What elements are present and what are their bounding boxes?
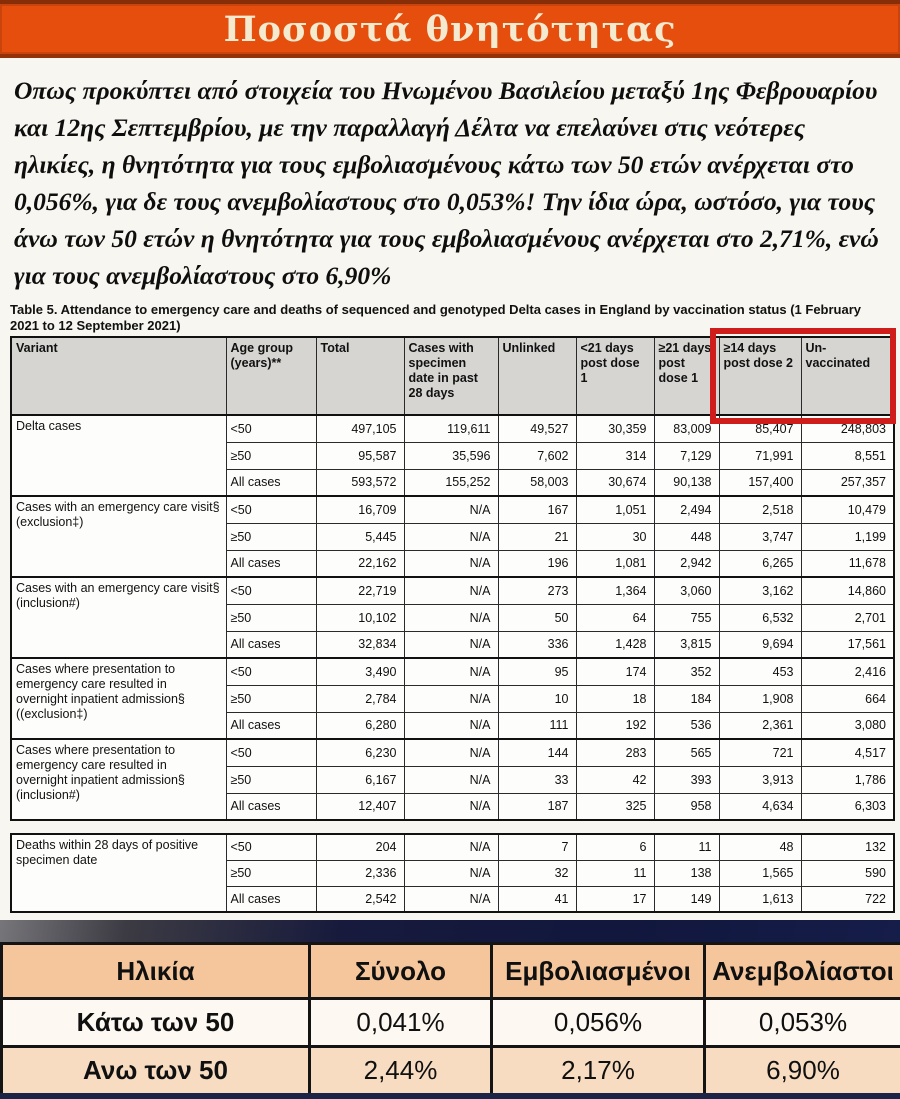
group-ec-visit-exclusion [11, 496, 894, 577]
value-cell: 1,908 [719, 685, 801, 712]
value-cell: 85,407 [719, 415, 801, 442]
intro-paragraph: Οπως προκύπτει από στοιχεία του Ηνωμένου Βασιλείου μεταξύ 1ης Φεβρουαρίου και 12ης Σεπτεμβρίου, με την παραλλαγή Δέλτα να επελαύνει στις νεότερες ηλικίες, η θνητότητα για τους εμβολιασμένους κάτω των 50 ετών ανέρχεται στο 0,056%, για δε τους ανεμβολίαστους στο 0,053%! Την ίδια ώρα, ωστόσο, για τους άνω των 50 ετών η θνητότητα για τους εμβολιασμένους ανέρχεται στο 2,71%, ενώ για τους ανεμβολίαστους στο 6,90% [0, 58, 900, 300]
value-cell: N/A [404, 766, 498, 793]
value-cell: 3,080 [801, 712, 894, 739]
col-unlinked: Unlinked [498, 337, 576, 415]
value-cell: 448 [654, 523, 719, 550]
col-age: Ηλικία [2, 944, 310, 999]
value-cell: N/A [404, 886, 498, 912]
banner-title: Ποσοστά θνητότητας [224, 9, 677, 50]
value-cell: 7,602 [498, 442, 576, 469]
value-cell: 2,494 [654, 496, 719, 523]
value-cell: N/A [404, 658, 498, 685]
value-cell: 167 [498, 496, 576, 523]
age-cell: All cases [226, 886, 316, 912]
value-cell: 6,532 [719, 604, 801, 631]
summary-table [0, 942, 900, 1099]
group-admission-inclusion [11, 739, 894, 820]
value-cell: 6,167 [316, 766, 404, 793]
value-cell: 30,359 [576, 415, 654, 442]
value-cell: 2,416 [801, 658, 894, 685]
value-cell: 192 [576, 712, 654, 739]
value-cell: 48 [719, 834, 801, 860]
value-cell: 393 [654, 766, 719, 793]
value-cell: 590 [801, 860, 894, 886]
value-cell: 3,747 [719, 523, 801, 550]
col-variant: Variant [11, 337, 226, 415]
value-cell: 95,587 [316, 442, 404, 469]
value-cell: N/A [404, 739, 498, 766]
age-cell: All cases [226, 469, 316, 496]
value-cell: N/A [404, 577, 498, 604]
value-cell: 2,44% [310, 1047, 492, 1097]
age-cell: ≥50 [226, 604, 316, 631]
value-cell: 1,364 [576, 577, 654, 604]
value-cell: 722 [801, 886, 894, 912]
value-cell: 1,081 [576, 550, 654, 577]
value-cell: 664 [801, 685, 894, 712]
value-cell: 453 [719, 658, 801, 685]
value-cell: 155,252 [404, 469, 498, 496]
value-cell: 4,634 [719, 793, 801, 820]
value-cell: 17 [576, 886, 654, 912]
value-cell: 11,678 [801, 550, 894, 577]
value-cell: 257,357 [801, 469, 894, 496]
table-row [11, 739, 894, 766]
table5-title: Table 5. Attendance to emergency care and deaths of sequenced and genotyped Delta cases in England by vaccination status (1 February 2021 to 12 September 2021) [10, 302, 888, 333]
value-cell: 497,105 [316, 415, 404, 442]
age-cell: ≥50 [226, 442, 316, 469]
col-vaccinated-rate: Εμβολιασμένοι [492, 944, 705, 999]
value-cell: 71,991 [719, 442, 801, 469]
row-label: Κάτω των 50 [2, 999, 310, 1047]
age-cell: <50 [226, 415, 316, 442]
value-cell: 174 [576, 658, 654, 685]
value-cell: 50 [498, 604, 576, 631]
value-cell: 138 [654, 860, 719, 886]
age-cell: <50 [226, 739, 316, 766]
table-row [11, 834, 894, 860]
value-cell: 958 [654, 793, 719, 820]
value-cell: 1,786 [801, 766, 894, 793]
value-cell: 11 [654, 834, 719, 860]
value-cell: 49,527 [498, 415, 576, 442]
value-cell: 2,784 [316, 685, 404, 712]
value-cell: 2,336 [316, 860, 404, 886]
age-cell: <50 [226, 658, 316, 685]
value-cell: 17,561 [801, 631, 894, 658]
value-cell: 149 [654, 886, 719, 912]
value-cell: 248,803 [801, 415, 894, 442]
value-cell: 3,815 [654, 631, 719, 658]
value-cell: 273 [498, 577, 576, 604]
variant-cell: Cases with an emergency care visit§ (exclusion‡) [11, 496, 226, 577]
age-cell: <50 [226, 834, 316, 860]
value-cell: 18 [576, 685, 654, 712]
summary-header-row [2, 944, 900, 999]
value-cell: 6,265 [719, 550, 801, 577]
table-row [11, 577, 894, 604]
table-row [11, 415, 894, 442]
value-cell: 33 [498, 766, 576, 793]
value-cell: 16,709 [316, 496, 404, 523]
row-label: Ανω των 50 [2, 1047, 310, 1097]
value-cell: 336 [498, 631, 576, 658]
value-cell: 32,834 [316, 631, 404, 658]
value-cell: 144 [498, 739, 576, 766]
value-cell: 283 [576, 739, 654, 766]
value-cell: 4,517 [801, 739, 894, 766]
value-cell: 536 [654, 712, 719, 739]
value-cell: N/A [404, 793, 498, 820]
value-cell: 6,90% [705, 1047, 900, 1097]
value-cell: 8,551 [801, 442, 894, 469]
value-cell: N/A [404, 685, 498, 712]
value-cell: 9,694 [719, 631, 801, 658]
value-cell: 2,361 [719, 712, 801, 739]
summary-row-over50 [2, 1047, 900, 1097]
value-cell: 1,428 [576, 631, 654, 658]
value-cell: 32 [498, 860, 576, 886]
value-cell: 2,518 [719, 496, 801, 523]
variant-cell: Cases where presentation to emergency care resulted in overnight inpatient admission§ ((exclusion‡) [11, 658, 226, 739]
value-cell: 58,003 [498, 469, 576, 496]
group-admission-exclusion [11, 658, 894, 739]
value-cell: N/A [404, 604, 498, 631]
value-cell: 10,479 [801, 496, 894, 523]
value-cell: N/A [404, 496, 498, 523]
value-cell: 3,162 [719, 577, 801, 604]
value-cell: 14,860 [801, 577, 894, 604]
banner [0, 0, 900, 58]
value-cell: N/A [404, 860, 498, 886]
value-cell: 132 [801, 834, 894, 860]
value-cell: N/A [404, 712, 498, 739]
value-cell: N/A [404, 834, 498, 860]
value-cell: 184 [654, 685, 719, 712]
col-ge21-dose1: ≥21 days post dose 1 [654, 337, 719, 415]
value-cell: 10 [498, 685, 576, 712]
value-cell: 755 [654, 604, 719, 631]
value-cell: 83,009 [654, 415, 719, 442]
value-cell: 6,303 [801, 793, 894, 820]
group-deaths-28d [11, 834, 894, 912]
group-ec-visit-inclusion [11, 577, 894, 658]
value-cell: 187 [498, 793, 576, 820]
col-ge14-dose2: ≥14 days post dose 2 [719, 337, 801, 415]
variant-cell: Cases with an emergency care visit§ (inclusion#) [11, 577, 226, 658]
age-cell: <50 [226, 496, 316, 523]
value-cell: N/A [404, 631, 498, 658]
value-cell: 35,596 [404, 442, 498, 469]
value-cell: 11 [576, 860, 654, 886]
value-cell: 2,542 [316, 886, 404, 912]
age-cell: ≥50 [226, 523, 316, 550]
value-cell: 1,199 [801, 523, 894, 550]
col-total: Total [316, 337, 404, 415]
variant-cell: Cases where presentation to emergency care resulted in overnight inpatient admission§ (inclusion#) [11, 739, 226, 820]
value-cell: 6 [576, 834, 654, 860]
value-cell: 2,701 [801, 604, 894, 631]
value-cell: 157,400 [719, 469, 801, 496]
age-cell: <50 [226, 577, 316, 604]
col-unvaccinated-rate: Ανεμβολίαστοι [705, 944, 900, 999]
value-cell: 119,611 [404, 415, 498, 442]
value-cell: 3,490 [316, 658, 404, 685]
age-cell: ≥50 [226, 685, 316, 712]
table5 [10, 336, 895, 821]
age-cell: All cases [226, 550, 316, 577]
value-cell: 41 [498, 886, 576, 912]
value-cell: 30,674 [576, 469, 654, 496]
value-cell: 95 [498, 658, 576, 685]
col-unvaccinated: Un-vaccinated [801, 337, 894, 415]
col-lt21-dose1: <21 days post dose 1 [576, 337, 654, 415]
value-cell: 2,942 [654, 550, 719, 577]
age-cell: ≥50 [226, 766, 316, 793]
value-cell: 1,613 [719, 886, 801, 912]
value-cell: 21 [498, 523, 576, 550]
value-cell: 565 [654, 739, 719, 766]
value-cell: 5,445 [316, 523, 404, 550]
value-cell: N/A [404, 523, 498, 550]
value-cell: 22,719 [316, 577, 404, 604]
value-cell: 1,565 [719, 860, 801, 886]
table-row [11, 658, 894, 685]
value-cell: 42 [576, 766, 654, 793]
value-cell: 3,913 [719, 766, 801, 793]
value-cell: N/A [404, 550, 498, 577]
value-cell: 352 [654, 658, 719, 685]
col-total-rate: Σύνολο [310, 944, 492, 999]
value-cell: 3,060 [654, 577, 719, 604]
value-cell: 593,572 [316, 469, 404, 496]
value-cell: 12,407 [316, 793, 404, 820]
group-delta-cases [11, 415, 894, 496]
col-age-group: Age group (years)** [226, 337, 316, 415]
value-cell: 30 [576, 523, 654, 550]
value-cell: 6,280 [316, 712, 404, 739]
value-cell: 0,053% [705, 999, 900, 1047]
value-cell: 7,129 [654, 442, 719, 469]
summary-row-under50 [2, 999, 900, 1047]
navy-divider-band [0, 920, 900, 942]
age-cell: All cases [226, 712, 316, 739]
value-cell: 721 [719, 739, 801, 766]
table5-header-row [11, 337, 894, 415]
value-cell: 90,138 [654, 469, 719, 496]
value-cell: 204 [316, 834, 404, 860]
table5-wrapper [10, 336, 893, 913]
deaths-table [10, 833, 895, 913]
table-row [11, 496, 894, 523]
value-cell: 7 [498, 834, 576, 860]
value-cell: 22,162 [316, 550, 404, 577]
value-cell: 111 [498, 712, 576, 739]
variant-cell: Deaths within 28 days of positive specimen date [11, 834, 226, 912]
age-cell: All cases [226, 631, 316, 658]
variant-cell: Delta cases [11, 415, 226, 496]
value-cell: 10,102 [316, 604, 404, 631]
value-cell: 196 [498, 550, 576, 577]
value-cell: 64 [576, 604, 654, 631]
value-cell: 2,17% [492, 1047, 705, 1097]
value-cell: 0,056% [492, 999, 705, 1047]
col-specimen-28d: Cases with specimen date in past 28 days [404, 337, 498, 415]
age-cell: ≥50 [226, 860, 316, 886]
age-cell: All cases [226, 793, 316, 820]
value-cell: 325 [576, 793, 654, 820]
value-cell: 1,051 [576, 496, 654, 523]
value-cell: 6,230 [316, 739, 404, 766]
value-cell: 314 [576, 442, 654, 469]
value-cell: 0,041% [310, 999, 492, 1047]
